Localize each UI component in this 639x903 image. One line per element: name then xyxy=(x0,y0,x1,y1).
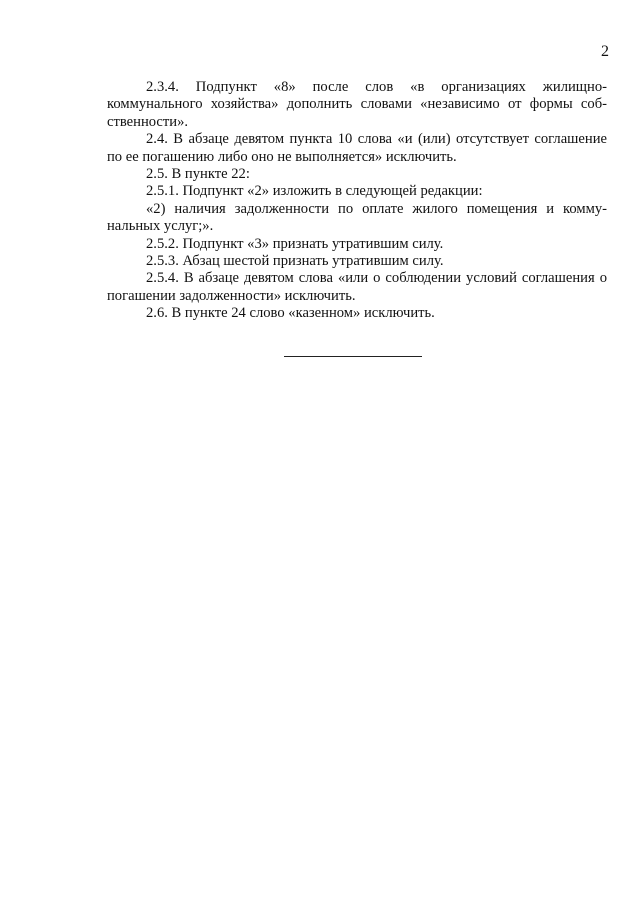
paragraph-2-5-4 xyxy=(107,270,607,305)
paragraph-2-3-4 xyxy=(107,79,607,131)
text-line: 2.4. В абзаце девятом пункта 10 слова «и (или) отсутствует соглашение xyxy=(146,131,607,148)
text-line: 2.5.4. В абзаце девятом слова «или о соблюдении условий соглашения о xyxy=(146,270,607,287)
paragraph-2-5-2 xyxy=(107,236,607,253)
text-line: 2.5. В пункте 22: xyxy=(146,166,250,183)
closing-divider-line xyxy=(284,356,422,357)
text-line: нальных услуг;». xyxy=(107,218,214,235)
text-line: 2.5.3. Абзац шестой признать утратившим силу. xyxy=(146,253,444,270)
paragraph-2-4 xyxy=(107,131,607,166)
text-line: «2) наличия задолженности по оплате жилого помещения и комму- xyxy=(146,200,607,217)
text-line: по ее погашению либо оно не выполняется» исключить. xyxy=(107,148,457,165)
text-line: 2.6. В пункте 24 слово «казенном» исключить. xyxy=(146,305,435,322)
page-number: 2 xyxy=(601,43,609,60)
paragraph-2-5-1 xyxy=(107,183,607,200)
text-line: ственности». xyxy=(107,113,189,130)
paragraph-2-6 xyxy=(107,305,607,322)
paragraph-2-5 xyxy=(107,166,607,183)
paragraph-quote-2 xyxy=(107,201,607,236)
text-line: коммунального хозяйства» дополнить словами «независимо от формы соб- xyxy=(107,96,607,113)
text-line: 2.3.4. Подпункт «8» после слов «в организациях жилищно- xyxy=(146,79,607,95)
paragraph-2-5-3 xyxy=(107,253,607,270)
text-line: 2.5.1. Подпункт «2» изложить в следующей редакции: xyxy=(146,183,483,200)
text-line: погашении задолженности» исключить. xyxy=(107,287,356,304)
document-body xyxy=(107,79,607,323)
text-line: 2.5.2. Подпункт «3» признать утратившим силу. xyxy=(146,235,444,252)
